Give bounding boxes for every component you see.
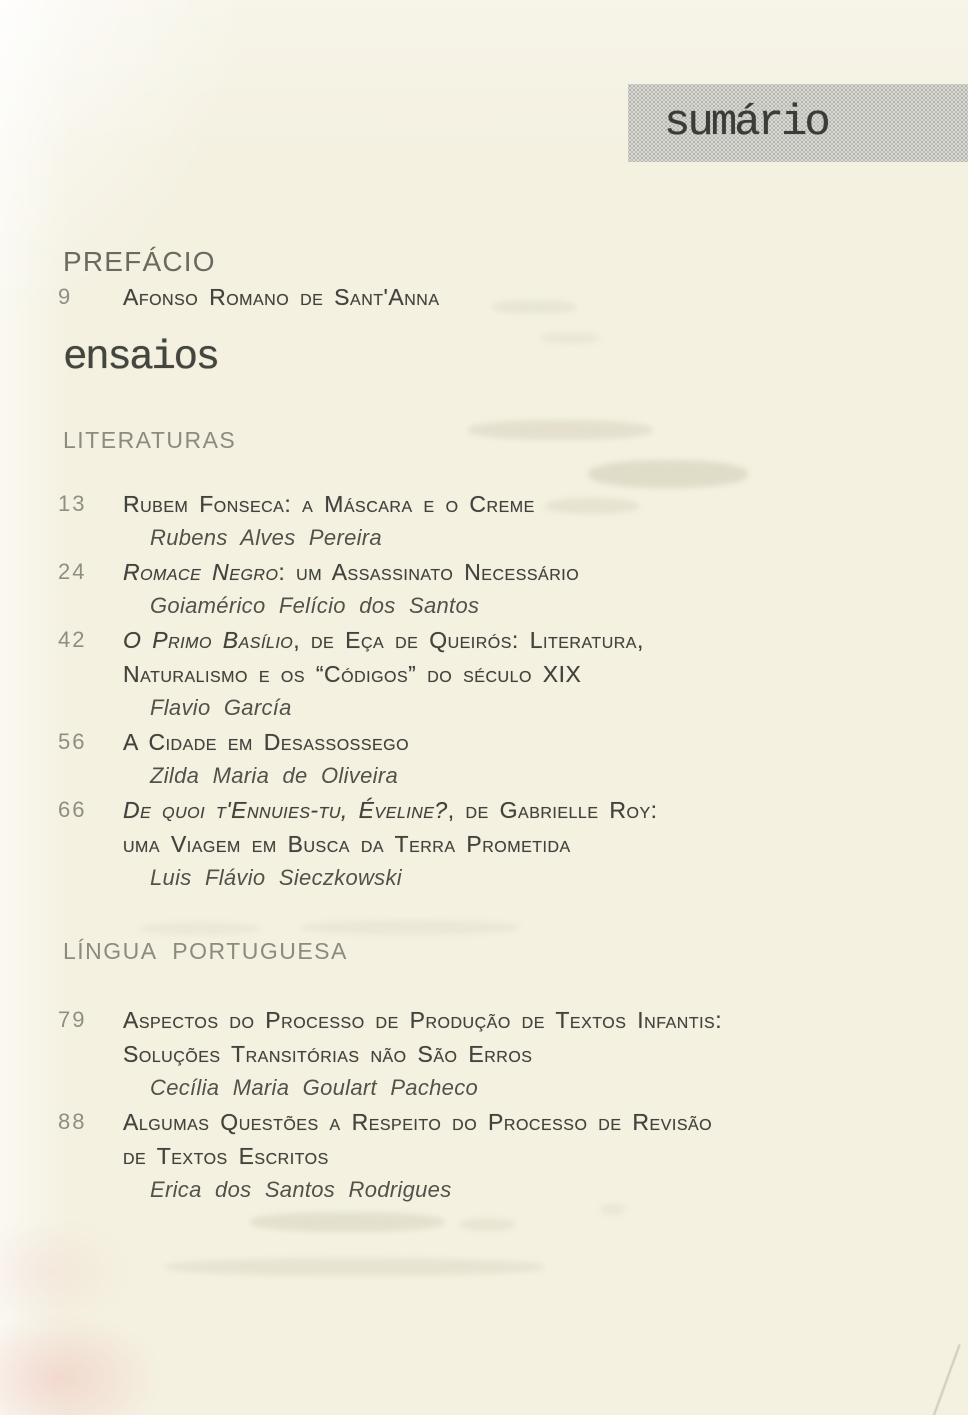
entry-body	[123, 725, 968, 793]
entry-body	[123, 793, 968, 895]
title-segment: , de Eça de Queirós: Literatura,	[293, 627, 644, 653]
title-segment: Naturalismo e os “Códigos” do século XIX	[123, 661, 582, 687]
entry-body	[123, 555, 968, 623]
entry-body	[123, 487, 968, 555]
entry-title-line	[123, 1003, 968, 1037]
bleedthrough-smudge	[468, 420, 653, 440]
entry-list-lingua	[0, 1003, 968, 1207]
bleedthrough-smudge	[140, 922, 260, 935]
entry-title-line	[123, 657, 968, 691]
title-segment-italic: De quoi t'Ennuies-tu, Éveline?	[123, 797, 448, 823]
entry-title-line	[123, 623, 968, 657]
toc-entry	[0, 1003, 968, 1105]
title-segment: de Textos Escritos	[123, 1143, 329, 1169]
page-corner-crease	[931, 1344, 960, 1415]
entry-body	[123, 623, 968, 725]
title-segment: A Cidade em Desassossego	[123, 729, 410, 755]
bleedthrough-smudge	[250, 1212, 445, 1232]
section-heading-literaturas: LITERATURAS	[63, 427, 237, 453]
summary-header-box	[628, 84, 968, 162]
entry-title-line	[123, 1139, 968, 1173]
section-heading-prefacio: PREFÁCIO	[63, 246, 216, 277]
entry-body	[123, 1003, 968, 1105]
entry-author: Goiamérico Felício dos Santos	[150, 593, 480, 618]
bleedthrough-smudge	[460, 1218, 515, 1231]
title-segment-italic: O Primo Basílio	[123, 627, 294, 653]
entry-page-number: 79	[58, 1007, 87, 1032]
entry-title-line	[123, 725, 968, 759]
entry-author: Rubens Alves Pereira	[150, 525, 382, 550]
entry-page-number: 9	[58, 284, 73, 309]
title-segment: Algumas Questões a Respeito do Processo de Revisão	[123, 1109, 713, 1135]
entry-title-line	[123, 827, 968, 861]
entry-page-number: 24	[58, 559, 87, 584]
toc-entry	[0, 487, 968, 555]
entry-author: Flavio García	[150, 695, 292, 720]
title-segment-italic: Romace Negro	[123, 559, 279, 585]
entry-page-number: 56	[58, 729, 87, 754]
bleedthrough-smudge	[492, 300, 577, 314]
section-heading-lingua: LÍNGUA PORTUGUESA	[63, 938, 348, 964]
bleedthrough-smudge	[540, 332, 600, 344]
toc-entry	[0, 555, 968, 623]
entry-page-number: 13	[58, 491, 87, 516]
entry-list-literaturas	[0, 487, 968, 895]
title-segment: : um Assassinato Necessário	[278, 559, 580, 585]
entry-title-line	[123, 1105, 968, 1139]
title-segment: Afonso Romano de Sant'Anna	[123, 284, 440, 310]
entry-author: Zilda Maria de Oliveira	[150, 763, 398, 788]
entry-page-number: 88	[58, 1109, 87, 1134]
title-segment: Soluções Transitórias não São Erros	[123, 1041, 533, 1067]
entry-body	[123, 1105, 968, 1207]
entry-title-line	[123, 793, 968, 827]
entry-author: Luis Flávio Sieczkowski	[150, 865, 402, 890]
toc-entry	[0, 725, 968, 793]
title-segment: Rubem Fonseca: a Máscara e o Creme	[123, 491, 535, 517]
bleedthrough-smudge	[165, 1258, 545, 1276]
bleedthrough-smudge	[600, 1204, 625, 1215]
bleedthrough-smudge	[588, 460, 748, 488]
entry-page-number: 42	[58, 627, 87, 652]
entry-author: Cecília Maria Goulart Pacheco	[150, 1075, 479, 1100]
entry-title-line	[123, 555, 968, 589]
title-segment: Aspectos do Processo de Produção de Textos Infantis:	[123, 1007, 723, 1033]
entry-title-line	[123, 1037, 968, 1071]
toc-entry	[0, 623, 968, 725]
bleedthrough-smudge	[545, 498, 640, 514]
bleedthrough-smudge	[300, 920, 520, 935]
toc-entry	[0, 1105, 968, 1207]
section-heading-ensaios: ensaios	[63, 335, 218, 381]
title-segment: uma Viagem em Busca da Terra Prometida	[123, 831, 571, 857]
toc-entry	[0, 280, 968, 314]
page-title: sumário	[664, 98, 828, 148]
title-segment: , de Gabrielle Roy:	[447, 797, 658, 823]
toc-entry	[0, 793, 968, 895]
entry-author: Erica dos Santos Rodrigues	[150, 1177, 452, 1202]
entry-list-prefacio	[0, 280, 968, 314]
entry-page-number: 66	[58, 797, 87, 822]
